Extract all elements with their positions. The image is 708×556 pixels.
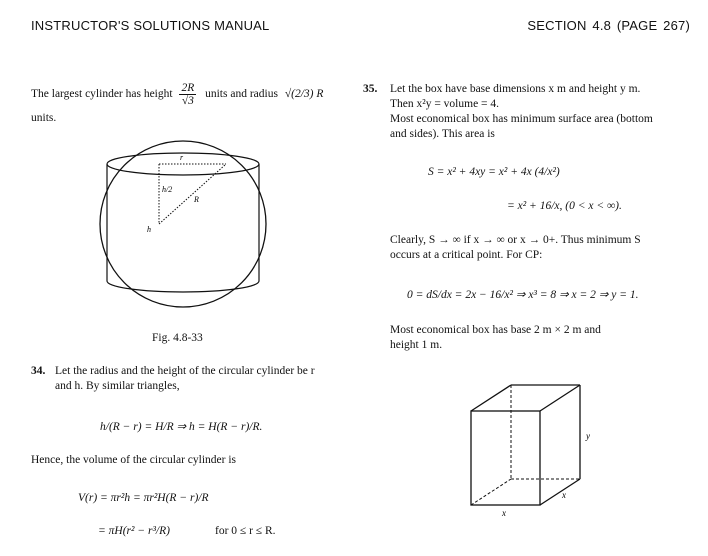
problem-34-number: 34. <box>31 365 46 377</box>
figure-4-8-33 <box>95 136 271 312</box>
equation-volume-expanded: = πH(r² − r³/R) <box>98 525 170 537</box>
intro-text-b: units and radius <box>205 88 278 101</box>
box-label-y: y <box>586 431 590 441</box>
problem-34-line-1: Let the radius and the height of the circular cylinder be r <box>55 365 315 377</box>
running-header-left: INSTRUCTOR'S SOLUTIONS MANUAL <box>31 18 270 33</box>
intro-units: units. <box>31 112 57 124</box>
equation-volume: V(r) = πr²h = πr²H(R − r)/R <box>78 492 209 504</box>
label-R: R <box>194 195 199 204</box>
figure-caption: Fig. 4.8-33 <box>152 332 203 344</box>
height-fraction-denominator: √3 <box>181 95 194 107</box>
box-label-x-front: x <box>502 508 506 518</box>
label-h-half: h/2 <box>162 185 173 194</box>
problem-35-line-3: Most economical box has minimum surface area (bottom <box>390 113 653 125</box>
radius-expression: √(2/3) R <box>284 88 324 101</box>
conclusion-line-1: Most economical box has base 2 m × 2 m and <box>390 324 601 336</box>
hence-text: Hence, the volume of the circular cylinder is <box>31 454 237 466</box>
clearly-line-1: Clearly, S → ∞ if x → ∞ or x → 0+. Thus minimum S <box>390 234 641 246</box>
box-label-x-side: x <box>562 490 566 500</box>
equation-surface-area: S = x² + 4xy = x² + 4x (4/x²) <box>428 166 560 178</box>
equation-surface-simplified: = x² + 16/x, (0 < x < ∞). <box>507 200 622 212</box>
problem-35-number: 35. <box>363 83 378 95</box>
label-h: h <box>147 225 151 234</box>
problem-35-line-2: Then x²y = volume = 4. <box>390 98 500 110</box>
clearly-line-2: occurs at a critical point. For CP: <box>390 249 543 261</box>
problem-35-line-4: and sides). This area is <box>390 128 495 140</box>
equation-similar-triangles: h/(R − r) = H/R ⇒ h = H(R − r)/R. <box>100 421 263 433</box>
running-header-right: SECTION 4.8 (PAGE 267) <box>527 18 690 33</box>
box-figure <box>465 380 615 520</box>
equation-volume-condition: for 0 ≤ r ≤ R. <box>215 525 276 537</box>
label-r: r <box>180 153 184 162</box>
intro-text-a: The largest cylinder has height <box>31 88 173 101</box>
problem-35-line-1: Let the box have base dimensions x m and height y m. <box>390 83 641 95</box>
conclusion-line-2: height 1 m. <box>390 339 443 351</box>
equation-critical-point: 0 = dS/dx = 2x − 16/x² ⇒ x³ = 8 ⇒ x = 2 ⇒ y = 1. <box>407 289 639 301</box>
problem-34-line-2: and h. By similar triangles, <box>55 380 180 392</box>
height-fraction <box>179 82 196 107</box>
height-fraction-numerator: 2R <box>181 82 195 94</box>
intro-line <box>31 82 323 107</box>
